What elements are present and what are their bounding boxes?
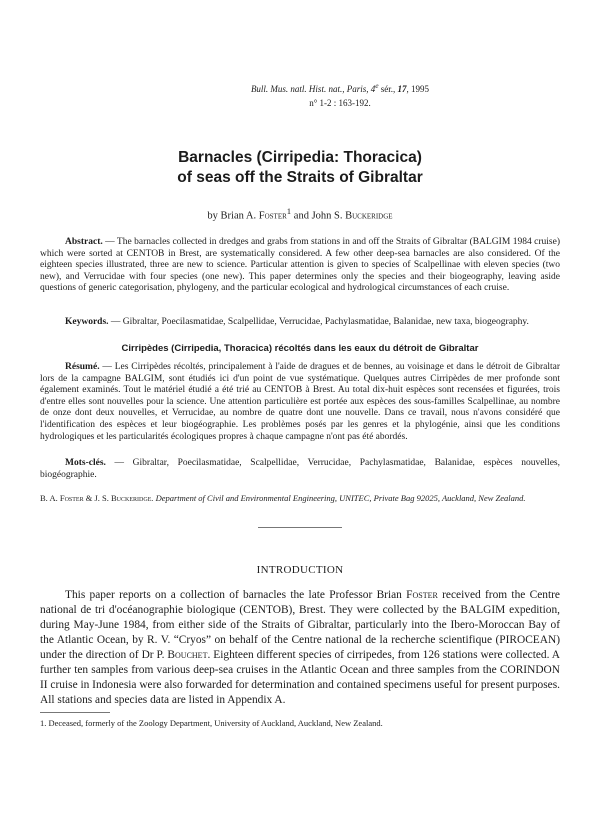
footnote: 1. Deceased, formerly of the Zoology Department, University of Auckland, Auckland, New Zealand. (40, 718, 383, 728)
journal-ref: Bull. Mus. natl. Hist. nat., Paris, 4 (250, 84, 376, 94)
keywords-text: — Gibraltar, Poecilasmatidae, Scalpellidae, Verrucidae, Pachylasmatidae, Balanidae, new taxa, biogeography. (108, 317, 529, 327)
footnote-rule (40, 712, 110, 713)
affil-name2: Buckeridge (110, 493, 152, 503)
authors-by: by Brian A. (207, 210, 257, 222)
author-affiliation (40, 493, 560, 504)
author2-surname: Buckeridge (345, 210, 393, 222)
title-line-1: Barnacles (Cirripedia: Thoracica) (178, 149, 422, 166)
motscles-text: — Gibraltar, Poecilasmatidae, Scalpellidae, Verrucidae, Pachylasmatidae, Balanidae, espèces nouvelles, biogéographie. (40, 458, 560, 480)
french-title: Cirripèdes (Cirripedia, Thoracica) récoltés dans les eaux du détroit de Gibraltar (121, 343, 479, 354)
introduction-paragraph (40, 588, 560, 708)
abstract-text: — The barnacles collected in dredges and grabs from stations in and off the Straits of Gibraltar (BALGIM 1984 cruise) which were sorted at CENTOB in Brest, are systematically considered. A few other deep-sea barnacles are also considered. Of the eighteen species illustrated, three are new to science. Particular attention is given to species of Scalpellinae with eleven species (two new), and Verrucidae with four species (one new). This paper determines only the species and their biogeography, leaving aside questions of generic categorisation, phylogeny, and the particular ecological and hydrological circumstances of each cruise. (40, 237, 560, 294)
series-superscript: e (375, 81, 379, 90)
introduction-heading: INTRODUCTION (256, 564, 344, 576)
resume-paragraph (40, 362, 560, 443)
intro-name-bouchet: Bouchet (167, 649, 208, 661)
journal-volume: 17 (397, 84, 407, 94)
journal-year: , 1995 (406, 84, 430, 94)
journal-pages: n° 1-2 : 163-192. (309, 98, 371, 108)
intro-text-1: This paper reports on a collection of barnacles the late Professor Brian (65, 589, 402, 601)
author1-surname: Foster (258, 210, 287, 222)
abstract-paragraph (40, 237, 560, 295)
affil-text: . Department of Civil and Environmental Engineering, UNITEC, Private Bag 92025, Auckland, New Zealand. (151, 493, 526, 503)
journal-series: sér., (378, 84, 398, 94)
motscles-paragraph (40, 458, 560, 481)
footnote-mark: 1 (286, 206, 292, 216)
title-line-2: of seas off the Straits of Gibraltar (177, 169, 423, 186)
section-divider (258, 527, 342, 528)
paper-title (70, 148, 530, 188)
intro-name-foster: Foster (406, 589, 438, 601)
authors-line (70, 206, 530, 222)
motscles-label: Mots-clés. (65, 458, 106, 468)
keywords-paragraph (40, 317, 560, 329)
keywords-label: Keywords. (65, 317, 109, 327)
intro-text-2: received from the Centre national de tri d'océanographie biologique (CENTOB), Brest. They were collected by the BALGIM expedition, during May-June 1984, from either side of the Straits of Gibraltar, particularly into the Ibero-Moroccan Bay of the Atlantic Ocean, by R. V. “Cryos” on behalf of the Centre national de la recherche scientifique (PIROCEAN) under the direction of Dr P. (40, 589, 560, 661)
affil-names-pre: B. A. (40, 493, 58, 503)
affil-name1: Foster (59, 493, 84, 503)
abstract-label: Abstract. (65, 237, 103, 247)
authors-and: and John S. (293, 210, 343, 222)
intro-text-3: . Eighteen different species of cirripedes, from 126 stations were collected. A further ten samples from various deep-sea cruises in the Atlantic Ocean and three samples from the CORINDON II cruise in Indonesia were also forwarded for determination and contained specimens useful for present purposes. All stations and species data are listed in Appendix A. (40, 649, 561, 706)
resume-label: Résumé. (65, 362, 100, 372)
affil-names-mid: & J. S. (85, 493, 109, 503)
journal-citation (130, 79, 550, 110)
resume-text: — Les Cirripèdes récoltés, principalement à l'aide de dragues et de bennes, au voisinage et dans le détroit de Gibraltar lors de la campagne BALGIM, sont étudiés ici d'un point de vue systématique. Quelques autres Cirripèdes de mer profonde sont également examinés. Tout le matériel étudié a été trié au CENTOB à Brest. Au total dix-huit espèces sont recensées et figurées, trois d'entre elles sont nouvelles pour la science. Une attention particulière est portée aux espèces des sous-familles Scalpellinae, au nombre de onze dont deux nouvelles, et Verrucidae, au nombre de quatre dont une nouvelle. Dans ce travail, nous n'avons considéré que l'identification des espèces et leur biogéographie. Les problèmes posés par les genres et la phylogénie, ainsi que les conditions hydrologiques et les particularités écologiques propres à chaque campagne n'ont pas été abordés. (40, 362, 560, 442)
